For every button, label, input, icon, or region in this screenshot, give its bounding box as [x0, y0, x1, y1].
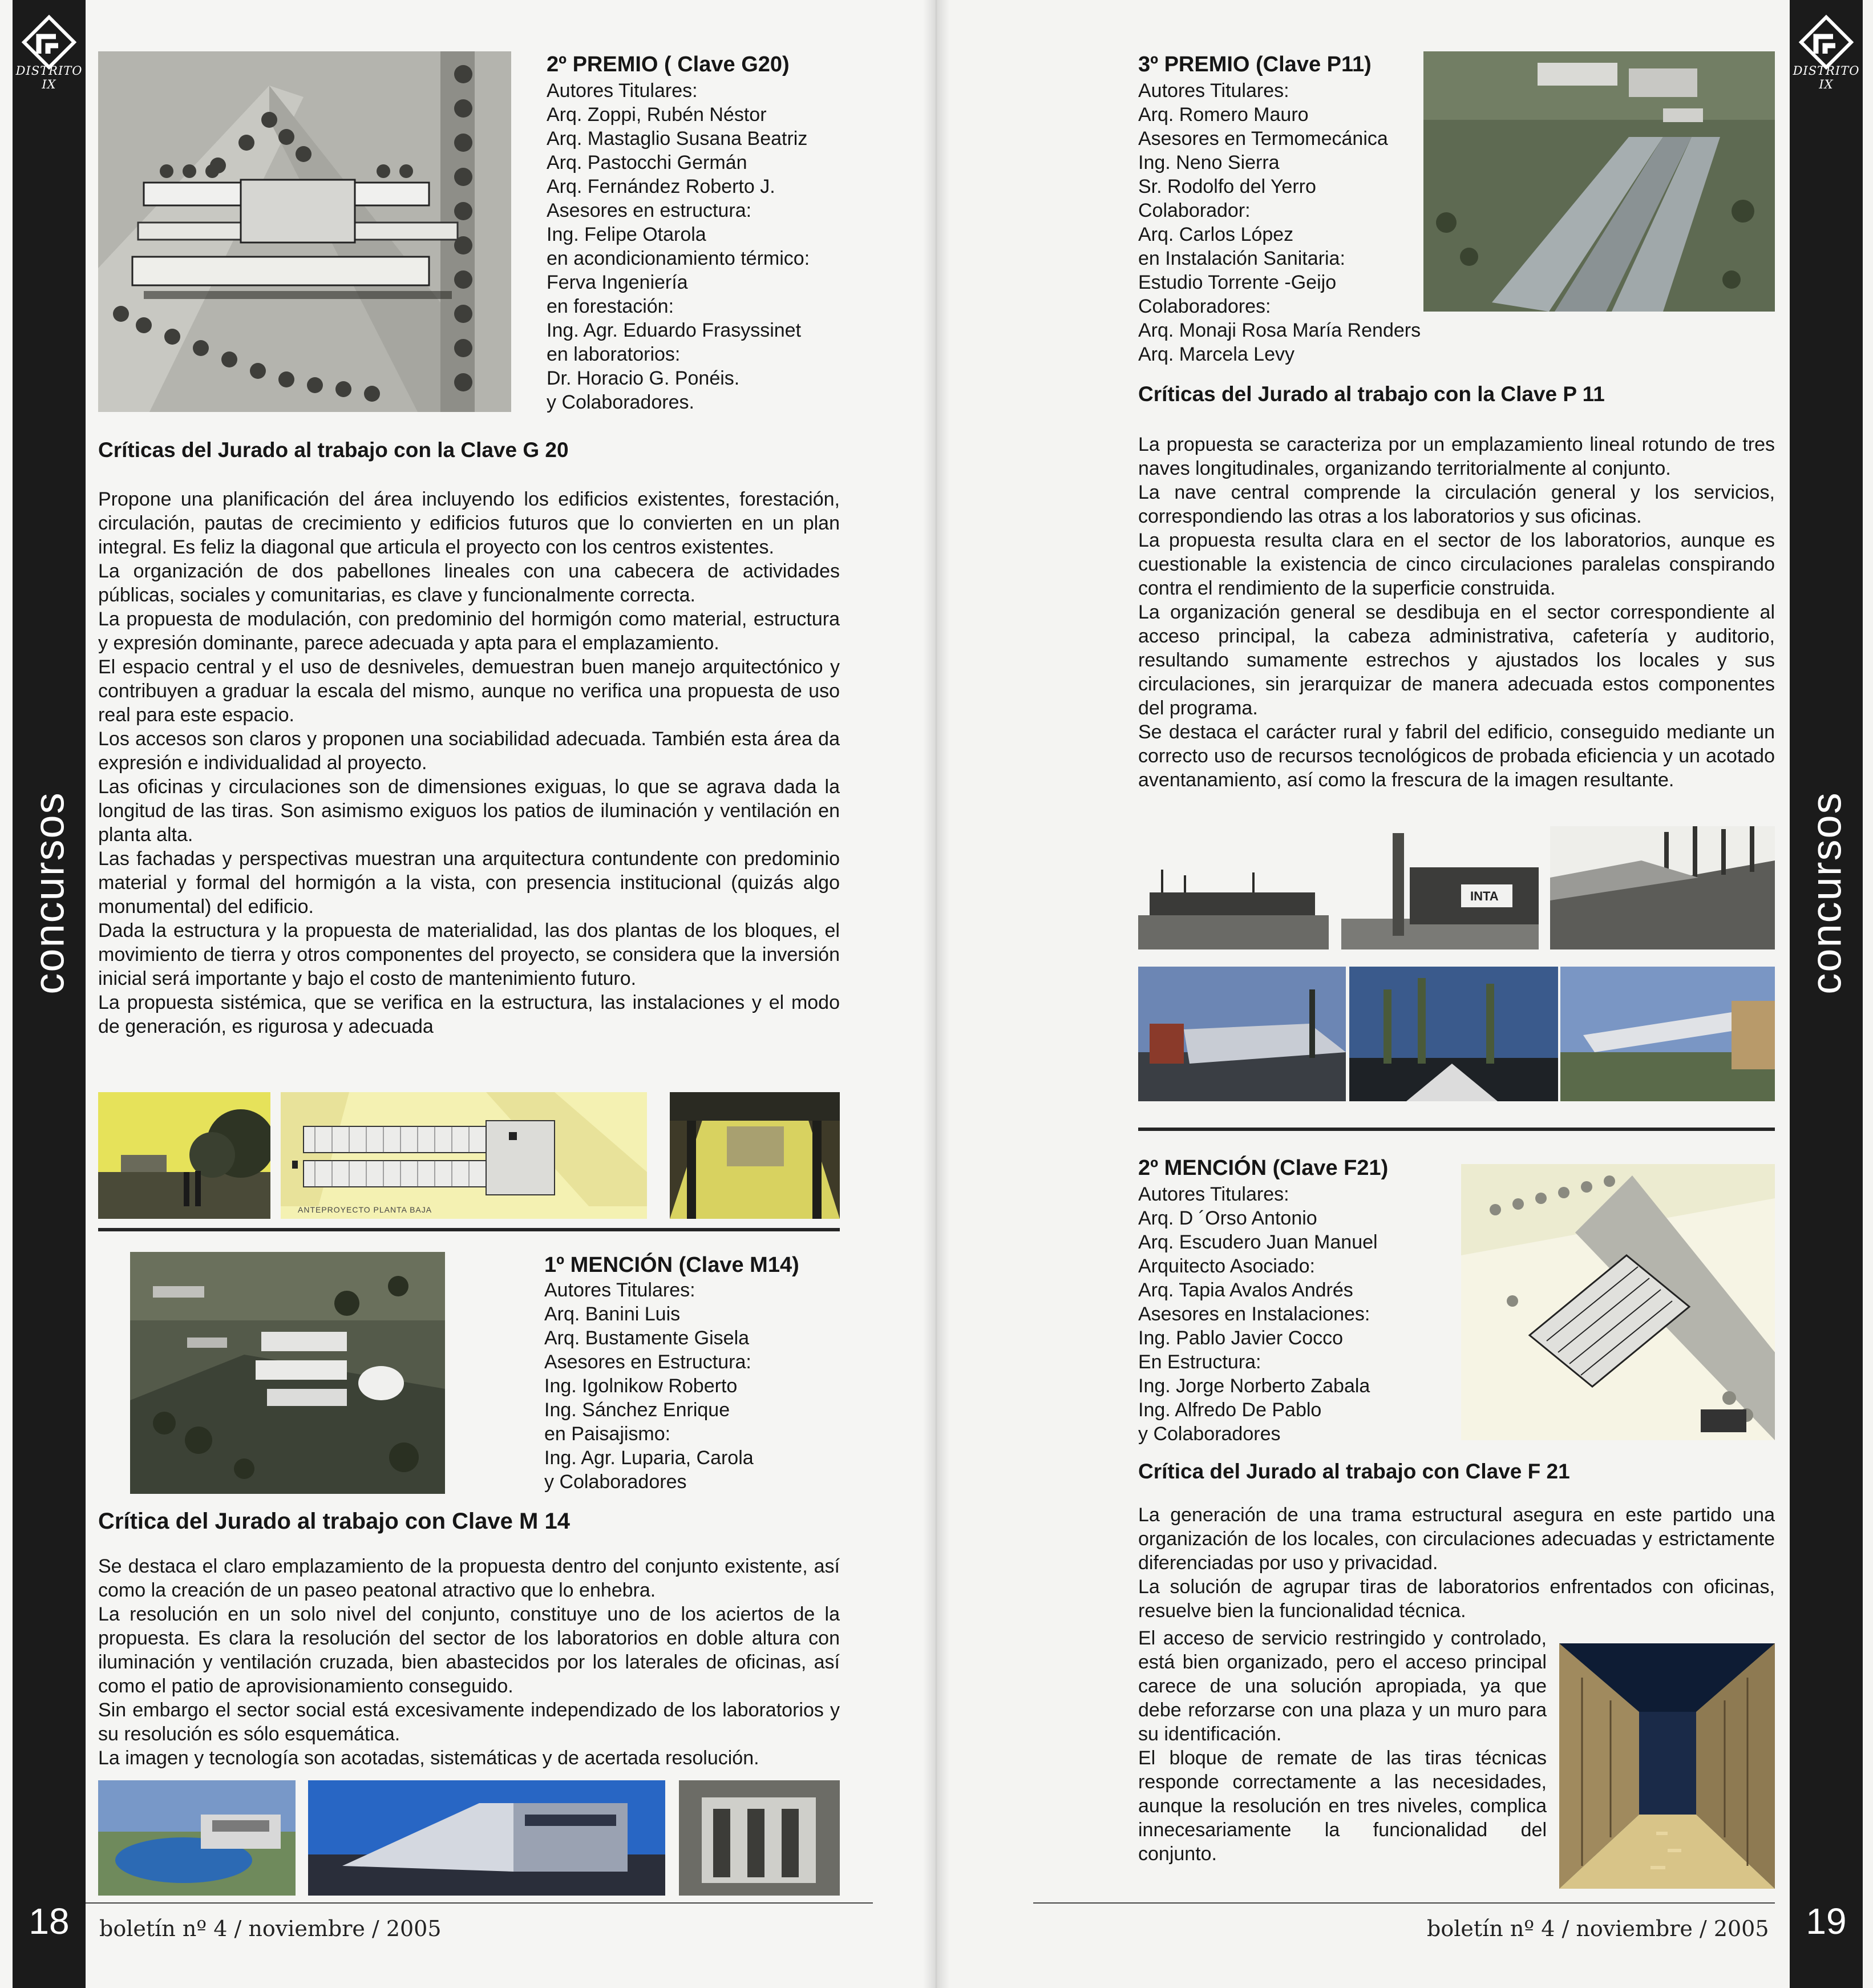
- paragraph: Se destaca el carácter rural y fabril del edificio, conseguido mediante un correcto uso de recursos tecnológicos de probada eficiencia y un acotado aventanamiento, así como la frescura de la imagen resultante.: [1138, 721, 1775, 791]
- credit-line: Arq. Escudero Juan Manuel: [1138, 1231, 1378, 1253]
- paragraph: La propuesta se caracteriza por un emplazamiento lineal rotundo de tres naves longitudinales, organizando territorialmente al conjunto.: [1138, 434, 1775, 479]
- credit-line: Ing. Agr. Luparia, Carola: [544, 1447, 754, 1469]
- paragraph: Los accesos son claros y proponen una sociabilidad adecuada. También esta área da expresión e individualidad al proyecto.: [98, 728, 840, 774]
- credit-line: Ing. Alfredo De Pablo: [1138, 1399, 1322, 1421]
- credit-line: en forestación:: [547, 296, 674, 317]
- credit-line: Ferva Ingeniería: [547, 272, 688, 293]
- p11-render-blue-1-image: [1138, 967, 1346, 1101]
- paragraph: La organización general se desdibuja en el sector correspondiente al acceso principal, la cabeza administrativa, cafetería y auditorio, resultando sumamente estrechos y ajustados los locales y sus circulaciones, sin jerarquizar de manera adecuada estos componentes del programa.: [1138, 601, 1775, 719]
- f21-interior-render-image: [1559, 1643, 1775, 1889]
- m14-render-building-image: [308, 1780, 665, 1896]
- footer-rule: [86, 1902, 873, 1904]
- credit-line: Arq. Bustamente Gisela: [544, 1327, 750, 1349]
- g20-render-evening-image: [98, 1092, 270, 1219]
- credit-line: Ing. Felipe Otarola: [547, 224, 706, 245]
- g20-heading: Críticas del Jurado al trabajo con la Clave G 20: [98, 438, 569, 462]
- credit-line: y Colaboradores: [544, 1471, 687, 1493]
- credit-line: Arquitecto Asociado:: [1138, 1255, 1315, 1277]
- credit-line: Asesores en Termomecánica: [1138, 128, 1388, 149]
- left-side-bar: [13, 0, 86, 1988]
- credit-line: Ing. Sánchez Enrique: [544, 1399, 730, 1421]
- credit-line: en acondicionamiento térmico:: [547, 248, 810, 269]
- credit-line: y Colaboradores.: [547, 391, 694, 413]
- g20-floor-plan-image: [281, 1092, 647, 1219]
- credit-line: Ing. Pablo Javier Cocco: [1138, 1327, 1344, 1349]
- credit-line: Arq. Mastaglio Susana Beatriz: [547, 128, 808, 149]
- credit-line: Colaborador:: [1138, 200, 1251, 221]
- credit-line: Ing. Igolnikow Roberto: [544, 1375, 738, 1397]
- paragraph: La imagen y tecnología son acotadas, sistemáticas y de acertada resolución.: [98, 1747, 759, 1769]
- credit-line: en Instalación Sanitaria:: [1138, 248, 1345, 269]
- credit-line: Autores Titulares:: [1138, 1183, 1289, 1205]
- credit-line: Autores Titulares:: [547, 80, 698, 102]
- p11-heading: Críticas del Jurado al trabajo con la Clave P 11: [1138, 382, 1605, 406]
- p11-render-blue-2-image: [1349, 967, 1558, 1101]
- credit-line: Arq. Marcela Levy: [1138, 344, 1294, 365]
- credit-line: Ing. Neno Sierra: [1138, 152, 1280, 173]
- credit-line: Arq. Banini Luis: [544, 1303, 681, 1325]
- paragraph: Las oficinas y circulaciones son de dimensiones exiguas, lo que se agrava dada la longitud de las tiras. Son asimismo exiguos los patios de iluminación y ventilación en planta alta.: [98, 776, 840, 846]
- credit-line: Autores Titulares:: [544, 1279, 695, 1301]
- footer-text: boletín nº 4 / noviembre / 2005: [1427, 1916, 1769, 1941]
- credit-line: Arq. Fernández Roberto J.: [547, 176, 775, 197]
- paragraph: La propuesta resulta clara en el sector de los laboratorios, aunque es cuestionable la existencia de cinco circulaciones paralelas conspirando contra el rendimiento de la superficie construida.: [1138, 530, 1775, 599]
- f21-credits: [1138, 1182, 1378, 1446]
- right-side-bar: [1790, 0, 1863, 1988]
- page-number: 18: [29, 1901, 70, 1942]
- credit-line: Arq. Zoppi, Rubén Néstor: [547, 104, 767, 126]
- p11-aerial-image: [1423, 51, 1775, 312]
- paragraph: La resolución en un solo nivel del conjunto, constituye uno de los aciertos de la propuesta. Es clara la resolución del sector de los laboratorios en doble altura con iluminación y ventilación cruzada, bien abastecidos por los laterales de oficinas, así como el patio de aprovisionamiento conseguido.: [98, 1603, 840, 1697]
- paragraph: El espacio central y el uso de desniveles, demuestran buen manejo arquitectónico y contribuyen a graduar la escala del mismo, aunque no verifica una propuesta de uso real para este espacio.: [98, 656, 840, 726]
- section-divider: [1138, 1128, 1775, 1131]
- credit-line: Autores Titulares:: [1138, 80, 1289, 102]
- m14-credits: [544, 1278, 754, 1494]
- page-right: [936, 0, 1873, 1988]
- credit-line: En Estructura:: [1138, 1351, 1261, 1373]
- credit-line: en Paisajismo:: [544, 1423, 671, 1445]
- paragraph: El acceso de servicio restringido y controlado, está bien organizado, pero el acceso principal carece de una solución apropiada, ya que debe reforzarse con una plaza y un muro para su identificación.: [1138, 1627, 1547, 1745]
- paragraph: Sin embargo el sector social está excesivamente independizado de los laboratorios y su resolución es sólo esquemática.: [98, 1699, 840, 1745]
- paragraph: La solución de agrupar tiras de laboratorios enfrentados con oficinas, resuelve bien la funcionalidad técnica.: [1138, 1576, 1775, 1622]
- m14-title: 1º MENCIÓN (Clave M14): [544, 1253, 799, 1277]
- credit-line: Ing. Agr. Eduardo Frasyssinet: [547, 320, 802, 341]
- m14-critique: [98, 1554, 840, 1770]
- credit-line: Asesores en estructura:: [547, 200, 752, 221]
- paragraph: La propuesta sistémica, que se verifica en la estructura, las instalaciones y el modo de generación, es rigurosa y adecuada: [98, 992, 840, 1037]
- g20-site-plan-image: [98, 51, 511, 412]
- footer-text: boletín nº 4 / noviembre / 2005: [99, 1916, 442, 1941]
- p11-render-blue-3-image: [1560, 967, 1775, 1101]
- page-number: 19: [1806, 1901, 1847, 1942]
- m14-aerial-image: [130, 1252, 445, 1494]
- f21-site-plan-image: [1461, 1164, 1775, 1440]
- credit-line: Sr. Rodolfo del Yerro: [1138, 176, 1316, 197]
- credit-line: Colaboradores:: [1138, 296, 1271, 317]
- p11-sign-render-image: [1341, 833, 1539, 949]
- credit-line: Dr. Horacio G. Ponéis.: [547, 367, 740, 389]
- credit-line: Asesores en Estructura:: [544, 1351, 751, 1373]
- book-gutter: [923, 0, 949, 1988]
- p11-critique: [1138, 433, 1775, 792]
- paragraph: La generación de una trama estructural asegura en este partido una organización de los locales, con circulaciones adecuadas y estrictamente diferenciadas por uso y privacidad.: [1138, 1504, 1775, 1574]
- m14-render-water-image: [98, 1780, 296, 1896]
- m14-render-detail-image: [679, 1780, 840, 1896]
- p11-elevation-image: [1138, 858, 1329, 949]
- credit-line: Arq. Carlos López: [1138, 224, 1294, 245]
- section-divider: [98, 1228, 840, 1231]
- section-label: concursos: [25, 791, 73, 995]
- credit-line: Asesores en Instalaciones:: [1138, 1303, 1370, 1325]
- paragraph: La nave central comprende la circulación general y los servicios, correspondiendo las otras a los laboratorios y sus oficinas.: [1138, 482, 1775, 527]
- credit-line: Arq. Romero Mauro: [1138, 104, 1309, 126]
- f21-critique: [1138, 1503, 1775, 1623]
- paragraph: Dada la estructura y la propuesta de materialidad, las dos plantas de los bloques, el movimiento de tierra y otros componentes del proyecto, se considera que la inversión inicial será importante y bajo el costo de mantenimiento futuro.: [98, 920, 840, 989]
- g20-title: 2º PREMIO ( Clave G20): [547, 52, 790, 76]
- f21-title: 2º MENCIÓN (Clave F21): [1138, 1156, 1389, 1180]
- page-left: [0, 0, 936, 1988]
- plan-caption: ANTEPROYECTO PLANTA BAJA: [298, 1205, 432, 1214]
- g20-credits: [547, 79, 810, 414]
- p11-title: 3º PREMIO (Clave P11): [1138, 52, 1372, 76]
- paragraph: Se destaca el claro emplazamiento de la propuesta dentro del conjunto existente, así como la creación de un paseo peatonal atractivo que lo enhebra.: [98, 1555, 840, 1601]
- f21-heading: Crítica del Jurado al trabajo con Clave F 21: [1138, 1460, 1570, 1483]
- p11-trees-render-image: [1550, 826, 1775, 949]
- credit-line: Arq. Pastocchi Germán: [547, 152, 747, 173]
- credit-line: Estudio Torrente -Geijo: [1138, 272, 1337, 293]
- credit-line: Arq. Monaji Rosa María Renders: [1138, 320, 1421, 341]
- credit-line: Ing. Jorge Norberto Zabala: [1138, 1375, 1370, 1397]
- paragraph: Las fachadas y perspectivas muestran una arquitectura contundente con predominio material y formal del hormigón a la vista, con presencia institucional (quizás algo monumental) del edificio.: [98, 848, 840, 918]
- credit-line: y Colaboradores: [1138, 1423, 1281, 1445]
- g20-render-interior-image: [670, 1092, 840, 1219]
- inta-sign-text: INTA: [1470, 889, 1499, 903]
- section-label: concursos: [1802, 791, 1850, 995]
- credit-line: en laboratorios:: [547, 344, 681, 365]
- paragraph: El bloque de remate de las tiras técnicas responde correctamente a las necesidades, aunque la resolución en tres niveles, complica innecesariamente la funcionalidad del conjunto.: [1138, 1747, 1547, 1865]
- m14-heading: Crítica del Jurado al trabajo con Clave M 14: [98, 1509, 570, 1534]
- g20-critique: [98, 487, 840, 1039]
- paragraph: Propone una planificación del área incluyendo los edificios existentes, forestación, circulación, pautas de crecimiento y edificios futuros que lo convierten en un plan integral. Es feliz la diagonal que articula el proyecto con los centros existentes.: [98, 488, 840, 558]
- logo-text: DISTRITO IX: [1793, 64, 1860, 91]
- f21-critique-narrow: [1138, 1626, 1547, 1866]
- footer-rule: [1033, 1902, 1775, 1904]
- p11-credits: [1138, 79, 1421, 366]
- credit-line: Arq. Tapia Avalos Andrés: [1138, 1279, 1353, 1301]
- paragraph: La propuesta de modulación, con predominio del hormigón como material, estructura y expresión dominante, parece adecuada y apta para el emplazamiento.: [98, 608, 840, 654]
- credit-line: Arq. D ´Orso Antonio: [1138, 1207, 1317, 1229]
- logo-text: DISTRITO IX: [15, 64, 83, 91]
- paragraph: La organización de dos pabellones lineales con una cabecera de actividades públicas, sociales y comunitarias, es clave y funcionalmente correcta.: [98, 560, 840, 606]
